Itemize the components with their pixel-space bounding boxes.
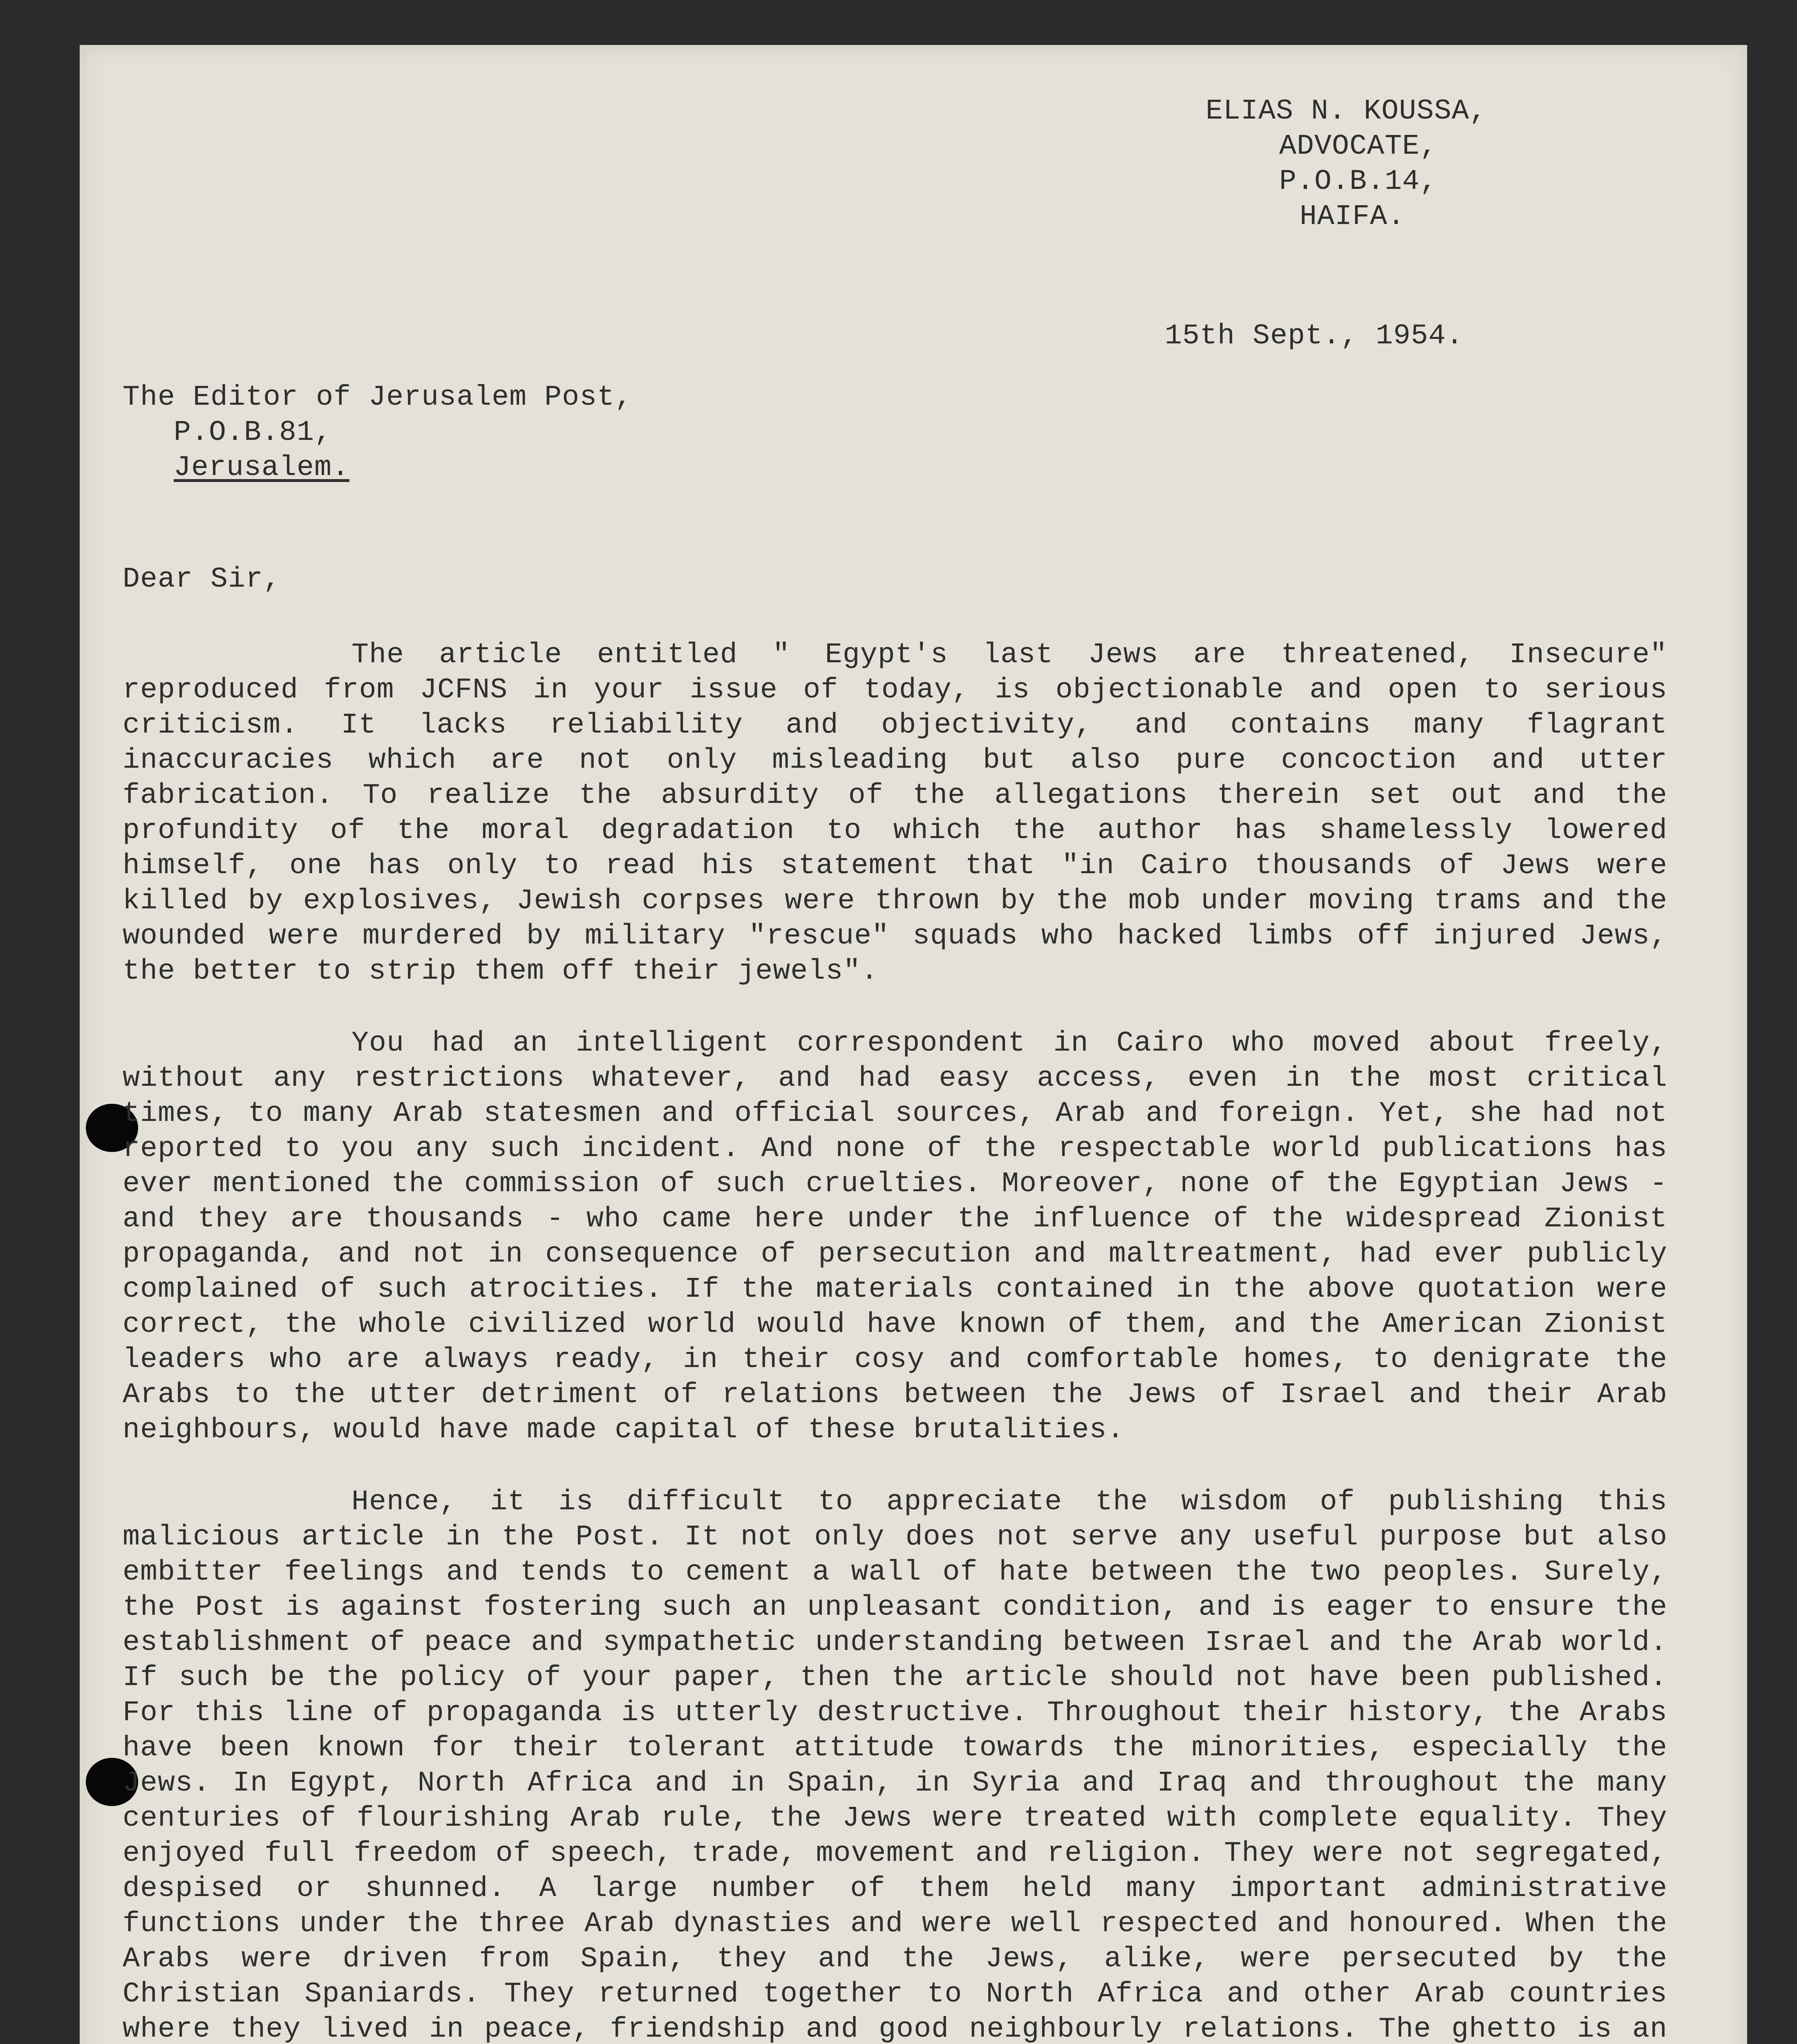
sender-pob: P.O.B.14,	[1279, 166, 1438, 198]
letter-body	[123, 638, 1667, 2044]
salutation: Dear Sir,	[123, 563, 281, 596]
body-paragraph: Hence, it is difficult to appreciate the wisdom of publishing this malicious article in the Post. It not only does not serve any useful purpose but also embitter feelings and tends to cement a wall of hate between the two peoples. Surely, the Post is against fostering such an unpleasant condition, and is eager to ensure the establishment of peace and sympathetic understanding between Israel and the Arab world. If such be the policy of your paper, then the article should not have been published. For this line of propaganda is utterly destructive. Throughout their history, the Arabs have been known for their tolerant attitude towards the minorities, especially the Jews. In Egypt, North Africa and in Spain, in Syria and Iraq and throughout the many centuries of flourishing Arab rule, the Jews were treated with complete equality. They enjoyed full freedom of speech, trade, movement and religion. They were not segregated, despised or shunned. A large number of them held many important administrative functions under the three Arab dynasties and were well respected and honoured. When the Arabs were driven from Spain, they and the Jews, alike, were persecuted by the Christian Spaniards. They returned together to North Africa and other Arab countries where they lived in peace, friendship and good neighbourly relations. The ghetto is an	[123, 1486, 1667, 2044]
recipient-line: P.O.B.81,	[174, 417, 332, 449]
recipient-line: The Editor of Jerusalem Post,	[123, 381, 633, 414]
sender-profession: ADVOCATE,	[1279, 130, 1438, 163]
body-paragraph: The article entitled " Egypt's last Jews are threatened, Insecure" reproduced from JCFNS in your issue of today, is objectionable and open to serious criticism. It lacks reliability and objectivity, and contains many flagrant inaccuracies which are not only misleading but also pure concoction and utter fabrication. To realize the absurdity of the allegations therein set out and the profundity of the moral degradation to which the author has shamelessly lowered himself, one has only to read his statement that "in Cairo thousands of Jews were killed by explosives, Jewish corpses were thrown by the mob under moving trams and the wounded were murdered by military "rescue" squads who hacked limbs off injured Jews, the better to strip them off their jewels".	[123, 639, 1667, 988]
body-paragraph: You had an intelligent correspondent in Cairo who moved about freely, without any restrictions whatever, and had easy access, even in the most critical times, to many Arab statesmen and official sources, Arab and foreign. Yet, she had not reported to you any such incident. And none of the respectable world publications has ever mentioned the commission of such cruelties. Moreover, none of the Egyptian Jews - and they are thousands - who came here under the influence of the widespread Zionist propaganda, and not in consequence of persecution and maltreatment, had ever publicly complained of such atrocities. If the materials contained in the above quotation were correct, the whole civilized world would have known of them, and the American Zionist leaders who are always ready, in their cosy and comfortable homes, to denigrate the Arabs to the utter detriment of relations between the Jews of Israel and their Arab neighbours, would have made capital of these brutalities.	[123, 1027, 1667, 1446]
sender-name: ELIAS N. KOUSSA,	[1206, 95, 1487, 128]
sender-city: HAIFA.	[1300, 201, 1405, 233]
recipient-city: Jerusalem.	[174, 452, 350, 484]
letter-date: 15th Sept., 1954.	[1165, 320, 1464, 352]
recipient-address	[123, 380, 940, 486]
letterhead	[1206, 94, 1635, 235]
